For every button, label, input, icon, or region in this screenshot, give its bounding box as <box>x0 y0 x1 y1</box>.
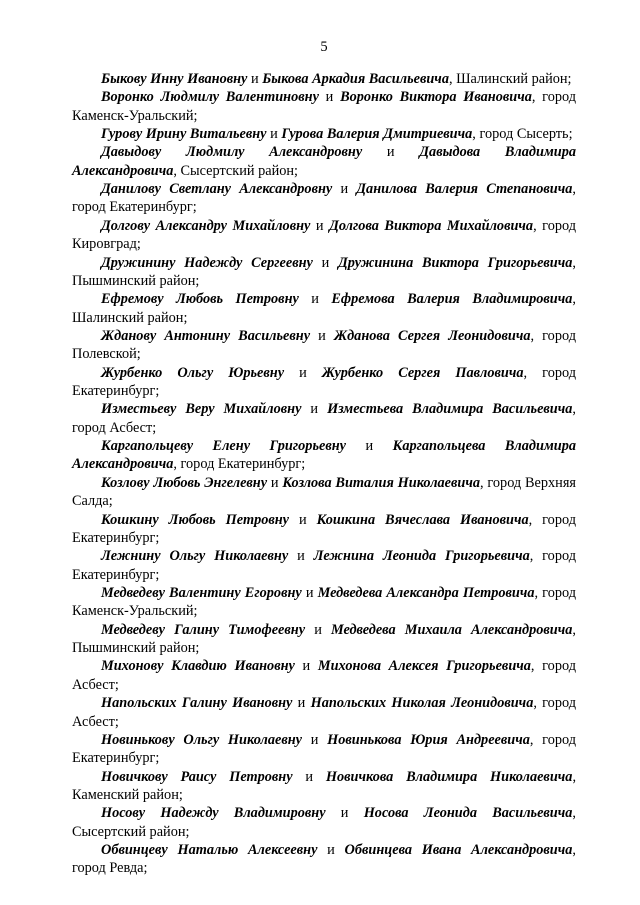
list-item <box>72 584 576 621</box>
conjunction: и <box>247 70 263 87</box>
recipient-name-female: Лежнину Ольгу Николаевну <box>101 548 289 565</box>
recipient-name-female: Быкову Инну Ивановну <box>101 70 248 87</box>
conjunction: и <box>332 181 357 198</box>
recipient-name-female: Журбенко Ольгу Юрьевну <box>101 364 285 381</box>
recipient-name-female: Изместьеву Веру Михайловну <box>101 401 302 418</box>
recipient-name-female: Напольских Галину Ивановну <box>101 695 293 712</box>
conjunction: и <box>318 89 341 106</box>
conjunction: и <box>289 511 317 528</box>
conjunction: и <box>294 658 318 675</box>
recipient-name-female: Дружинину Надежду Сергеевну <box>101 254 313 271</box>
recipient-name-female: Обвинцеву Наталью Алексеевну <box>101 842 318 859</box>
recipient-name-male: Дружинина Виктора Григорьевича <box>338 254 573 271</box>
conjunction: и <box>288 548 314 565</box>
recipient-location: , Пышминский район; <box>72 254 576 289</box>
recipient-name-male: Данилова Валерия Степановича <box>356 181 573 198</box>
recipient-location: , Шалинский район; <box>72 291 576 326</box>
list-item <box>72 364 576 401</box>
recipient-name-male: Кошкина Вячеслава Ивановича <box>316 511 529 528</box>
recipient-location: , город Сысерть; <box>472 126 573 143</box>
page-number: 5 <box>320 39 328 55</box>
recipient-name-male: Новинькова Юрия Андреевича <box>327 731 530 748</box>
conjunction: и <box>267 474 283 491</box>
conjunction: и <box>302 731 328 748</box>
conjunction: и <box>310 327 334 344</box>
recipient-name-female: Новинькову Ольгу Николаевну <box>101 731 302 748</box>
recipient-location: , город Асбест; <box>72 401 576 436</box>
conjunction: и <box>305 621 331 638</box>
conjunction: и <box>310 217 330 234</box>
recipient-name-male: Быкова Аркадия Васильевича <box>262 70 449 87</box>
list-item <box>72 254 576 291</box>
recipient-name-male: Гурова Валерия Дмитриевича <box>281 126 473 143</box>
recipient-name-female: Каргапольцеву Елену Григорьевну <box>101 438 346 455</box>
recipient-name-male: Журбенко Сергея Павловича <box>321 364 524 381</box>
recipient-name-male: Ефремова Валерия Владимировича <box>331 291 573 308</box>
recipient-name-male: Козлова Виталия Николаевича <box>282 474 481 491</box>
recipient-name-male: Михонова Алексея Григорьевича <box>317 658 531 675</box>
recipient-name-male: Новичкова Владимира Николаевича <box>325 768 573 785</box>
recipient-location: , город Каменск-Уральский; <box>72 89 576 124</box>
conjunction: и <box>301 401 328 418</box>
recipient-name-female: Медведеву Галину Тимофеевну <box>101 621 306 638</box>
recipient-name-female: Данилову Светлану Александровну <box>101 181 333 198</box>
list-item <box>72 180 576 217</box>
list-item <box>72 621 576 658</box>
recipient-name-female: Медведеву Валентину Егоровну <box>101 585 302 601</box>
recipient-location: , Сысертский район; <box>173 162 298 179</box>
conjunction: и <box>301 585 318 601</box>
recipient-name-male: Носова Леонида Васильевича <box>363 805 573 822</box>
recipient-name-female: Давыдову Людмилу Александровну <box>101 144 363 161</box>
conjunction: и <box>292 695 311 712</box>
recipient-name-female: Козлову Любовь Энгелевну <box>101 474 268 491</box>
conjunction: и <box>312 254 338 271</box>
list-item <box>72 327 576 364</box>
recipient-name-female: Жданову Антонину Васильевну <box>101 327 311 344</box>
recipient-location: , Шалинский район; <box>448 70 572 87</box>
list-item <box>72 657 576 694</box>
recipient-name-male: Изместьева Владимира Васильевича <box>327 401 573 418</box>
conjunction: и <box>284 364 322 381</box>
recipient-location: , город Екатеринбург; <box>72 731 577 767</box>
recipient-location: , город Екатеринбург; <box>72 511 576 546</box>
recipient-name-female: Гурову Ирину Витальевну <box>101 126 267 143</box>
recipient-name-female: Кошкину Любовь Петровну <box>101 511 290 528</box>
list-item <box>72 437 576 474</box>
list-item <box>72 143 576 180</box>
list-item <box>72 400 576 437</box>
recipient-location: , город Асбест; <box>72 695 576 730</box>
recipient-location: , Сысертский район; <box>72 805 576 840</box>
recipient-name-female: Михонову Клавдию Ивановну <box>101 658 295 675</box>
recipient-location: , город Асбест; <box>72 658 576 693</box>
recipient-name-female: Воронко Людмилу Валентиновну <box>101 89 319 106</box>
list-item <box>72 474 576 511</box>
conjunction: и <box>292 768 326 785</box>
list-item <box>72 70 576 88</box>
list-item <box>72 547 576 584</box>
conjunction: и <box>325 805 364 822</box>
conjunction: и <box>298 291 332 308</box>
recipient-name-female: Ефремову Любовь Петровну <box>101 291 299 308</box>
list-item <box>72 217 576 254</box>
recipient-location: , город Кировград; <box>72 217 577 253</box>
recipient-name-female: Новичкову Раису Петровну <box>101 768 293 785</box>
recipient-location: , город Екатеринбург; <box>72 548 576 583</box>
recipient-name-male: Давыдова Владимира Александровича <box>72 144 576 179</box>
recipient-name-male: Лежнина Леонида Григорьевича <box>313 548 530 565</box>
list-item <box>72 290 576 327</box>
recipient-name-male: Обвинцева Ивана Александровича <box>344 842 573 859</box>
recipient-location: , город Ревда; <box>72 842 576 877</box>
list-item <box>72 731 576 768</box>
recipient-name-male: Медведева Александра Петровича <box>317 585 535 601</box>
conjunction: и <box>317 842 345 859</box>
list-item <box>72 511 576 548</box>
recipient-name-female: Носову Надежду Владимировну <box>101 805 326 822</box>
recipient-name-male: Каргапольцева Владимира Александровича <box>72 438 576 473</box>
award-recipients-list <box>72 70 576 878</box>
list-item <box>72 768 576 805</box>
conjunction: и <box>346 438 393 455</box>
list-item <box>72 88 576 125</box>
recipient-location: , город Каменск-Уральский; <box>72 585 576 620</box>
conjunction: и <box>266 126 282 143</box>
recipient-name-male: Напольских Николая Леонидовича <box>310 695 534 712</box>
recipient-location: , город Полевской; <box>72 327 576 363</box>
recipient-location: , Пышминский район; <box>72 621 576 657</box>
recipient-name-male: Жданова Сергея Леонидовича <box>333 327 531 344</box>
recipient-location: , город Екатеринбург; <box>72 364 576 400</box>
list-item <box>72 841 576 878</box>
recipient-name-male: Медведева Михаила Александровича <box>330 621 573 638</box>
list-item <box>72 804 576 841</box>
recipient-name-male: Долгова Виктора Михайловича <box>329 217 534 234</box>
conjunction: и <box>362 144 420 161</box>
recipient-location: , город Верхняя Салда; <box>72 474 576 510</box>
recipient-name-female: Долгову Александру Михайловну <box>101 217 311 234</box>
list-item <box>72 694 576 731</box>
recipient-location: , Каменский район; <box>72 768 577 803</box>
list-item <box>72 125 576 143</box>
recipient-location: , город Екатеринбург; <box>72 181 576 216</box>
recipient-location: , город Екатеринбург; <box>173 456 306 473</box>
recipient-name-male: Воронко Виктора Ивановича <box>340 89 532 106</box>
